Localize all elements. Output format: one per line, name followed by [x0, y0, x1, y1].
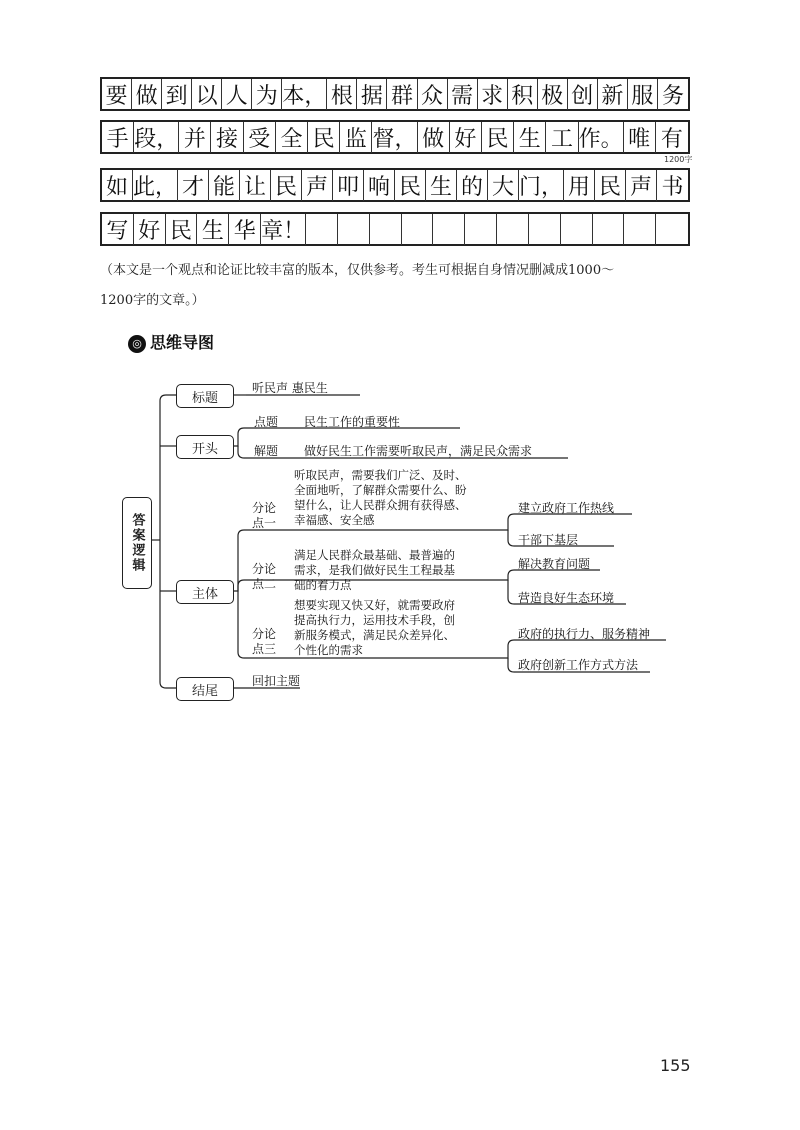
- grid-cell: 手: [102, 122, 134, 153]
- explain-label: 解题: [254, 444, 279, 458]
- sub1-leaf-1: 建立政府工作热线: [518, 501, 615, 515]
- grid-cell: 需: [448, 79, 478, 110]
- grid-cell: 求: [478, 79, 508, 110]
- grid-cell: 积: [508, 79, 538, 110]
- sub2-leaf-1: 解决教育问题: [518, 557, 591, 571]
- sub3-label-line2: 点三: [252, 642, 277, 656]
- sub2-label: [252, 562, 276, 592]
- grid-cell: 要: [102, 79, 132, 110]
- grid-cell: 监: [340, 122, 372, 153]
- sub1-line: 听取民声，需要我们广泛、及时、: [294, 468, 467, 482]
- grid-cell: 唯: [624, 122, 656, 153]
- grid-cell: 有: [660, 127, 683, 152]
- sub3-text: [294, 598, 455, 658]
- sub3-line: 新服务模式，满足民众差异化、: [294, 628, 455, 642]
- point-text: 民生工作的重要性: [304, 415, 401, 429]
- sub1-label-line2: 点一: [252, 516, 277, 530]
- grid-cell: 极: [538, 79, 568, 110]
- grid-cell: 督，: [372, 122, 417, 153]
- grid-cell: 务: [661, 84, 684, 109]
- sub1-line: 幸福感、安全感: [294, 513, 375, 527]
- grid-cell: 段，: [134, 122, 179, 153]
- grid-cell: 作。: [579, 122, 624, 153]
- sub2-line: 满足人民群众最基础、最普遍的: [294, 548, 455, 562]
- point-label: 点题: [254, 415, 279, 429]
- grid-cell: 受: [244, 122, 276, 153]
- page-number: 155: [660, 1056, 691, 1075]
- grid-cell: 做: [132, 79, 162, 110]
- grid-cell: 华: [229, 214, 261, 245]
- sub3-label-line1: 分论: [252, 627, 277, 641]
- grid-cell: 生: [197, 214, 229, 245]
- sub2-label-line1: 分论: [252, 562, 277, 576]
- sub2-line: 础的着力点: [294, 578, 352, 592]
- grid-cell: 叩: [333, 170, 364, 201]
- sub2-text: [294, 548, 455, 593]
- grid-cell: 民: [595, 170, 626, 201]
- grid-cell: 以: [192, 79, 222, 110]
- note-line-2: 1200字的文章。）: [100, 293, 205, 308]
- branch-opening: 开头: [176, 435, 234, 459]
- grid-cell: 门，: [519, 170, 564, 201]
- sub3-line: 提高执行力，运用技术手段，创: [294, 613, 455, 627]
- sub1-line: 全面地听，了解群众需要什么、盼: [294, 483, 467, 497]
- grid-cell: 接: [211, 122, 243, 153]
- sub2-leaf-2: 营造良好生态环境: [518, 591, 615, 605]
- grid-cell: 服: [628, 79, 658, 110]
- note-line-1: （本文是一个观点和论证比较丰富的版本，仅供参考。考生可根据自身情况删减成1000～: [100, 263, 615, 278]
- grid-cell: 让: [240, 170, 271, 201]
- grid-cell: 到: [162, 79, 192, 110]
- grid-cell: 根: [327, 79, 357, 110]
- explain-text: 做好民生工作需要听取民声，满足民众需求: [304, 444, 533, 458]
- grid-cell: 大: [488, 170, 519, 201]
- grid-cell: 工: [546, 122, 578, 153]
- grid-cell: 生: [514, 122, 546, 153]
- sub3-leaf-2: 政府创新工作方式方法: [518, 658, 639, 672]
- grid-cell: 才: [178, 170, 209, 201]
- grid-cell: 民: [271, 170, 302, 201]
- grid-cell: 创: [568, 79, 598, 110]
- grid-cell: 好: [134, 214, 166, 245]
- title-text: 听民声 惠民生: [252, 381, 328, 395]
- branch-title: 标题: [176, 384, 234, 408]
- grid-cell: 群: [387, 79, 417, 110]
- sub1-text: [294, 468, 467, 528]
- word-count-label: 1200字: [664, 155, 693, 164]
- grid-cell: 民: [308, 122, 340, 153]
- sub3-label: [252, 627, 276, 657]
- branch-ending: 结尾: [176, 677, 234, 701]
- grid-cell: 众: [418, 79, 448, 110]
- grid-cell: 民: [166, 214, 198, 245]
- grid-cell: 响: [364, 170, 395, 201]
- sub1-label: [252, 501, 276, 531]
- sub2-line: 需求，是我们做好民生工程最基: [294, 563, 455, 577]
- grid-cell: 用: [564, 170, 595, 201]
- mindmap-root: 答案逻辑: [122, 497, 152, 589]
- grid-cell: 生: [426, 170, 457, 201]
- grid-cell: 新: [598, 79, 628, 110]
- grid-cell: 声: [626, 170, 657, 201]
- grid-cell: 的: [457, 170, 488, 201]
- grid-cell: 章！: [261, 214, 306, 245]
- grid-cell: 做: [418, 122, 450, 153]
- ending-text: 回扣主题: [252, 674, 301, 688]
- grid-cell: 全: [276, 122, 308, 153]
- sub3-leaf-1: 政府的执行力、服务精神: [518, 627, 651, 641]
- grid-cell: 好: [450, 122, 482, 153]
- grid-cell: 据: [357, 79, 387, 110]
- grid-cell: 并: [179, 122, 211, 153]
- grid-cell: 为: [252, 79, 282, 110]
- sub2-label-line2: 点二: [252, 577, 277, 591]
- branch-body: 主体: [176, 580, 234, 604]
- sub3-line: 想要实现又快又好，就需要政府: [294, 598, 455, 612]
- grid-cell: 此，: [133, 170, 178, 201]
- flower-icon: ◎: [128, 335, 146, 353]
- grid-cell: 本，: [282, 79, 327, 110]
- grid-cell: 能: [209, 170, 240, 201]
- sub3-line: 个性化的需求: [294, 643, 363, 657]
- grid-cell: 书: [661, 175, 684, 200]
- sub1-line: 望什么，让人民群众拥有获得感、: [294, 498, 467, 512]
- grid-cell: 如: [102, 170, 133, 201]
- grid-cell: 写: [102, 214, 134, 245]
- sub1-leaf-2: 干部下基层: [518, 533, 579, 547]
- grid-cell: 民: [395, 170, 426, 201]
- sub1-label-line1: 分论: [252, 501, 277, 515]
- grid-cell: 声: [302, 170, 333, 201]
- grid-cell: 民: [482, 122, 514, 153]
- grid-cell: 人: [222, 79, 252, 110]
- section-title-text: 思维导图: [150, 333, 215, 352]
